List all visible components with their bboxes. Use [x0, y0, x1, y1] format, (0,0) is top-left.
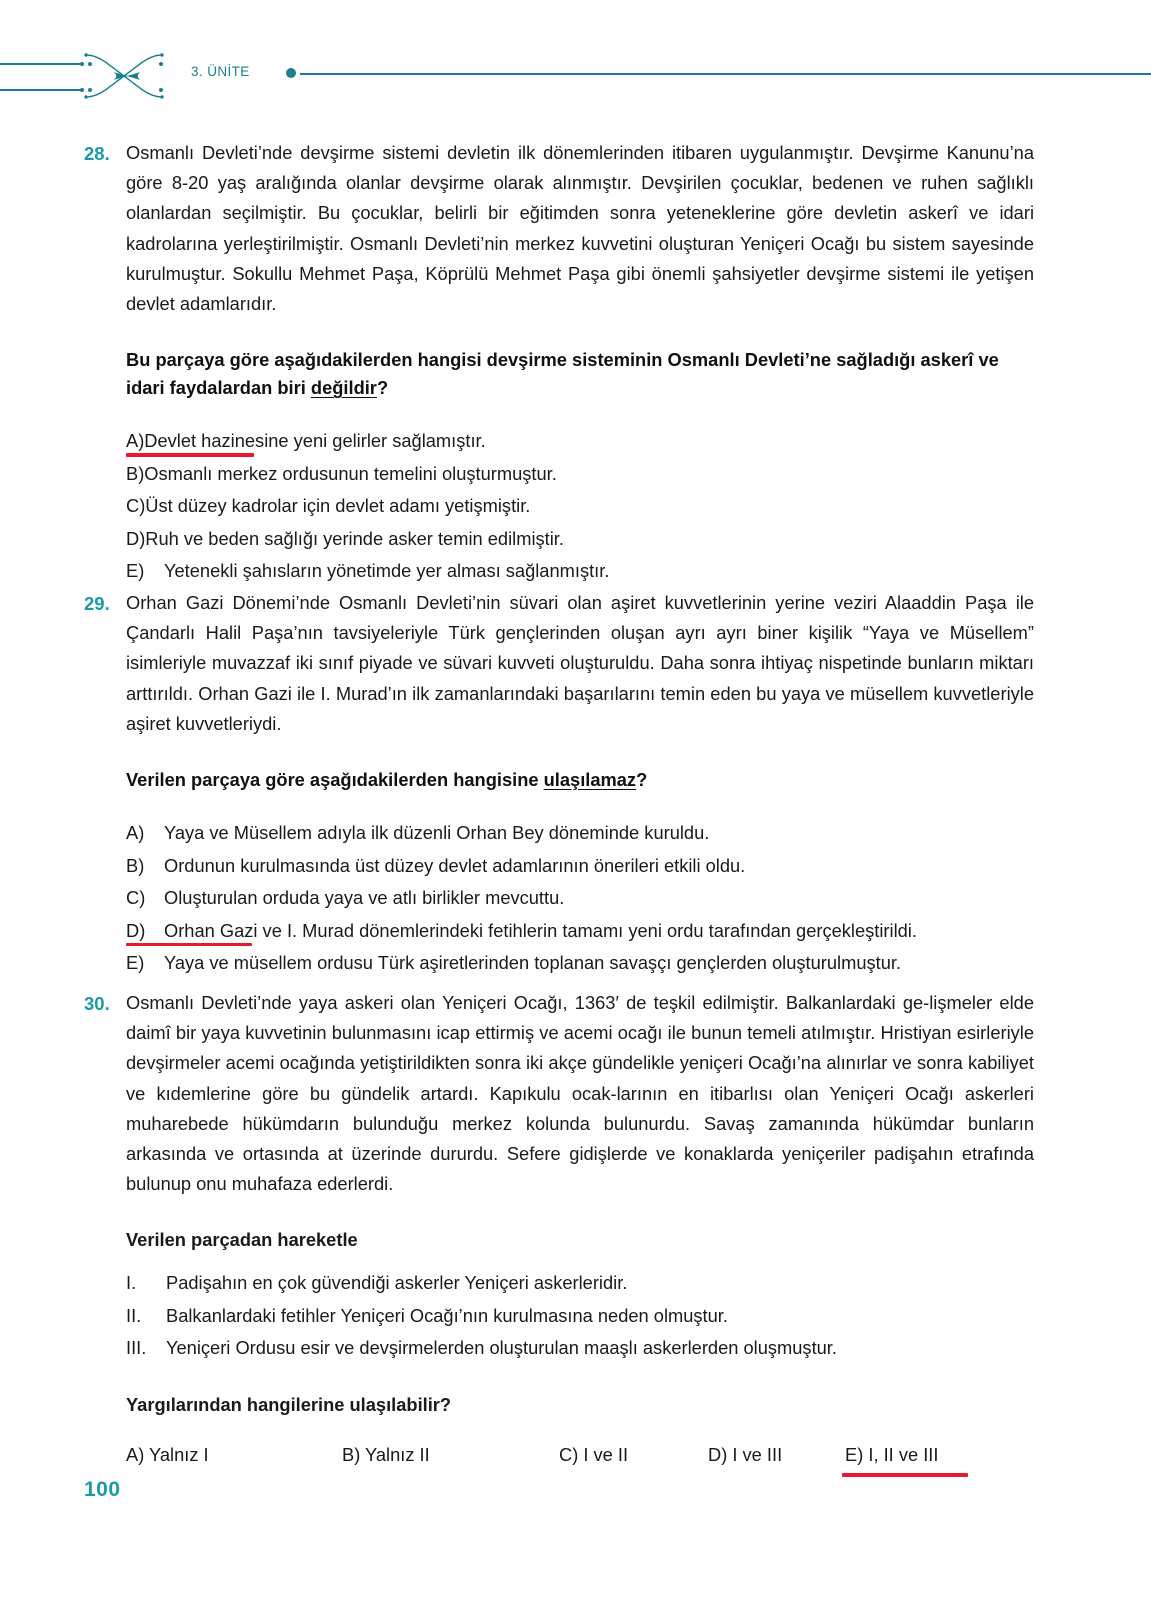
question-29-stem-before: Verilen parçaya göre aşağıdakilerden hangisine — [126, 769, 544, 791]
option-b[interactable] — [126, 850, 1034, 883]
option-b-letter: B) — [126, 462, 145, 484]
option-b[interactable] — [126, 458, 1034, 491]
question-28-passage: Osmanlı Devleti’nde devşirme sistemi devletin ilk dönemlerinden itibaren uygulanmıştır. Devşirme Kanunu’na göre 8-20 yaş aralığında olanlar devşirme olarak alınmıştır. Devşirilen çocuklar, bedenen ve ruhen sağlıklı olanlardan seçilmiştir. Bu çocuklar, belirli bir eğitimden sonra yeteneklerine göre devletin askerî ve idari kadrolarına yerleştirilmiştir. Osmanlı Devleti’nin merkez kuvvetini oluşturan Yeniçeri Ocağı bu sistem sayesinde kurulmuştur. Sokullu Mehmet Paşa, Köprülü Mehmet Paşa gibi önemli şahsiyetler devşirme sistemi ile yetişen devlet adamlarıdır. — [126, 142, 1034, 315]
answer-marker-underline — [126, 943, 252, 947]
roman-item-ii-numeral: II. — [126, 1304, 142, 1326]
question-28-number: 28. — [84, 143, 110, 164]
question-29-number: 29. — [84, 593, 110, 614]
question-30-body — [126, 1226, 1034, 1477]
question-28-body — [126, 346, 1034, 588]
question-30-passage: Osmanlı Devleti’nde yaya askeri olan Yeniçeri Ocağı, 1363′ de teşkil edilmiştir. Balkanlardaki ge-lişmeler elde daimî bir yaya kuvvetinin bulunmasını icap ettirmiş ve acemi ocağı ile bunun temeli atılmıştır. Hristiyan esirleriyle devşirmeler acemi ocağında yetiştirildikten sonra iki akçe gündelikle yeniçeri Ocağı’na alınırlar ve sonra kabiliyet ve kıdemlerine göre bu gündelik artardı. Kapıkulu ocak-larının en itibarlısı olan Yeniçeri Ocağı askerleri muharebede hükümdarın bulunduğu merkez kolunda bulunurdu. Savaş zamanında hükümdar bunların arkasında ve ortasında at üzerinde dururdu. Sefere gidişlerde ve konaklarda yeniçeriler padişahın etrafında bulunup onu muhafaza ederlerdi. — [126, 992, 1034, 1195]
option-e-text: Yaya ve müsellem ordusu Türk aşiretlerinden toplanan savaşçı gençlerden oluşturulmuştur. — [164, 952, 902, 974]
question-30-roman-heading: Verilen parçadan hareketle — [126, 1229, 358, 1251]
question-30-header — [84, 988, 1034, 1199]
option-b-letter: B) — [126, 854, 145, 876]
question-30-number: 30. — [84, 993, 110, 1014]
question-28-stem-after: ? — [376, 377, 389, 399]
question-29-stem-emphasis: ulaşılamaz — [543, 769, 637, 791]
option-c-letter: C) — [126, 495, 146, 517]
option-d-text: Orhan Gazi ve I. Murad dönemlerindeki fetihlerin tamamı yeni ordu tarafından gerçekleştirildi. — [164, 919, 917, 941]
option-d-letter: D) — [126, 919, 146, 941]
roman-item-i-text: Padişahın en çok güvendiği askerler Yeniçeri askerleridir. — [166, 1272, 628, 1294]
question-29-header — [84, 588, 1034, 739]
question-30-final-options — [126, 1443, 1034, 1477]
option-a-letter: A) — [126, 430, 145, 452]
option-c[interactable] — [126, 882, 1034, 915]
header-bullet-dot — [286, 68, 296, 78]
option-b-text: Ordunun kurulmasında üst düzey devlet adamlarının önerileri etkili oldu. — [164, 854, 746, 876]
header-rule-left-bottom — [0, 89, 82, 91]
option-e[interactable] — [126, 947, 1034, 980]
question-30-final-stem: Yargılarından hangilerine ulaşılabilir? — [126, 1393, 452, 1415]
roman-item-iii-text: Yeniçeri Ordusu esir ve devşirmelerden oluşturulan maaşlı askerlerden oluşmuştur. — [166, 1337, 837, 1359]
answer-marker-underline — [126, 453, 254, 457]
option-c-letter: C) — [126, 887, 146, 909]
option-b-text: Osmanlı merkez ordusunun temelini oluşturmuştur. — [144, 462, 557, 484]
final-option-a[interactable]: A) Yalnız I — [126, 1443, 209, 1465]
final-option-b[interactable]: B) Yalnız II — [342, 1443, 430, 1465]
header-rule-right — [300, 73, 1151, 75]
option-e-letter: E) — [126, 560, 145, 582]
option-e[interactable] — [126, 555, 1034, 588]
question-30 — [84, 988, 1034, 1477]
page-header — [0, 0, 1151, 120]
option-c[interactable] — [126, 490, 1034, 523]
question-30-roman-list — [126, 1267, 1034, 1365]
header-rule-left-top — [0, 63, 82, 65]
roman-item-i-numeral: I. — [126, 1272, 137, 1294]
option-c-text: Üst düzey kadrolar için devlet adamı yetişmiştir. — [145, 495, 531, 517]
roman-item-ii — [126, 1300, 1034, 1333]
bowtie-ornament-icon — [84, 52, 168, 100]
roman-item-iii — [126, 1332, 1034, 1365]
question-29-stem — [126, 766, 1034, 794]
page-number: 100 — [84, 1478, 121, 1501]
option-d-text: Ruh ve beden sağlığı yerinde asker temin edilmiştir. — [145, 527, 564, 549]
question-28-stem — [126, 346, 1034, 402]
question-28 — [84, 138, 1034, 588]
option-e-text: Yetenekli şahısların yönetimde yer alması sağlanmıştır. — [164, 560, 610, 582]
option-a[interactable] — [126, 425, 1034, 458]
question-28-stem-emphasis: değildir — [310, 377, 377, 399]
unit-label: 3. ÜNİTE — [191, 64, 250, 79]
final-option-d[interactable]: D) I ve III — [708, 1443, 783, 1465]
option-a[interactable] — [126, 817, 1034, 850]
option-d[interactable] — [126, 915, 1034, 948]
answer-marker-underline — [842, 1473, 968, 1477]
option-a-letter: A) — [126, 822, 145, 844]
option-a-text: Yaya ve Müsellem adıyla ilk düzenli Orhan Bey döneminde kuruldu. — [164, 822, 710, 844]
final-option-c[interactable]: C) I ve II — [559, 1443, 629, 1465]
question-29-passage: Orhan Gazi Dönemi’nde Osmanlı Devleti’nin süvari olan aşiret kuvvetlerinin yerine veziri Alaaddin Paşa ile Çandarlı Halil Paşa’nın tavsiyeleriyle Türk gençlerinden oluşan ayrı ayrı biner kişilik “Yaya ve Müsellem” isimleriyle muvazzaf iki sınıf piyade ve süvari kuvveti oluşturuldu. Daha sonra ihtiyaç nispetinde bunların miktarı arttırıldı. Orhan Gazi ile I. Murad’ın ilk zamanlarındaki başarılarını temin eden bu yaya ve müsellem kuvvetleriyle aşiret kuvvetleriydi. — [126, 592, 1034, 734]
final-option-e[interactable]: E) I, II ve III — [845, 1443, 939, 1465]
question-28-header — [84, 138, 1034, 319]
roman-item-iii-numeral: III. — [126, 1337, 147, 1359]
question-29 — [84, 588, 1034, 980]
option-e-letter: E) — [126, 952, 145, 974]
option-d-letter: D) — [126, 527, 146, 549]
question-29-stem-after: ? — [636, 769, 648, 791]
option-c-text: Oluşturulan orduda yaya ve atlı birlikler mevcuttu. — [164, 887, 565, 909]
option-a-text: Devlet hazinesine yeni gelirler sağlamıştır. — [144, 430, 486, 452]
roman-item-ii-text: Balkanlardaki fetihler Yeniçeri Ocağı’nın kurulmasına neden olmuştur. — [166, 1304, 728, 1326]
roman-item-i — [126, 1267, 1034, 1300]
option-d[interactable] — [126, 523, 1034, 556]
question-29-body — [126, 766, 1034, 980]
question-28-options — [126, 425, 1034, 588]
question-28-stem-before: Bu parçaya göre aşağıdakilerden hangisi devşirme sisteminin Osmanlı Devleti’ne sağladığı askerî ve idari faydalardan biri — [126, 349, 999, 399]
question-29-options — [126, 817, 1034, 980]
